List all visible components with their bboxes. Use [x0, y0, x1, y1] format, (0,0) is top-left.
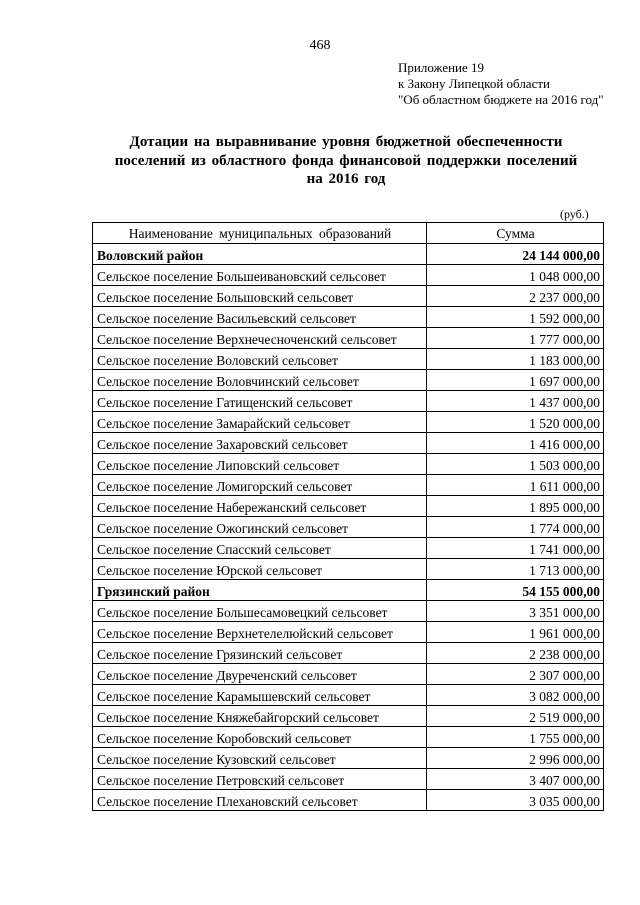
settlement-name: Сельское поселение Кузовский сельсовет: [93, 748, 427, 769]
appendix-line-3: "Об областном бюджете на 2016 год": [398, 92, 604, 107]
district-sum: 54 155 000,00: [427, 580, 604, 601]
settlement-name: Сельское поселение Васильевский сельсовет: [93, 307, 427, 328]
table-row: [93, 559, 604, 580]
settlement-sum: 1 520 000,00: [427, 412, 604, 433]
settlement-sum: 2 238 000,00: [427, 643, 604, 664]
settlement-name: Сельское поселение Ожогинский сельсовет: [93, 517, 427, 538]
table-row: [93, 391, 604, 412]
settlement-sum: 2 519 000,00: [427, 706, 604, 727]
page-number: 468: [309, 38, 331, 53]
settlement-name: Сельское поселение Замарайский сельсовет: [93, 412, 427, 433]
settlement-name: Сельское поселение Спасский сельсовет: [93, 538, 427, 559]
settlement-sum: 1 048 000,00: [427, 265, 604, 286]
settlement-name: Сельское поселение Плехановский сельсовет: [93, 790, 427, 811]
settlement-sum: 1 437 000,00: [427, 391, 604, 412]
header-sum: Сумма: [427, 223, 604, 244]
settlement-sum: 3 035 000,00: [427, 790, 604, 811]
settlement-name: Сельское поселение Большеивановский сельсовет: [93, 265, 427, 286]
settlement-name: Сельское поселение Юрской сельсовет: [93, 559, 427, 580]
table-row: [93, 475, 604, 496]
appendix-line-2: к Закону Липецкой области: [398, 76, 550, 91]
currency-unit: (руб.): [560, 207, 589, 221]
table-row: [93, 748, 604, 769]
settlement-sum: 3 351 000,00: [427, 601, 604, 622]
settlement-sum: 1 741 000,00: [427, 538, 604, 559]
settlement-name: Сельское поселение Набережанский сельсовет: [93, 496, 427, 517]
settlement-sum: 2 237 000,00: [427, 286, 604, 307]
settlement-sum: 1 961 000,00: [427, 622, 604, 643]
title-line-1: Дотации на выравнивание уровня бюджетной обеспеченности: [129, 134, 563, 150]
table-row: [93, 496, 604, 517]
title-line-2: поселений из областного фонда финансовой поддержки поселений: [114, 152, 578, 169]
table-row: [93, 370, 604, 391]
table-header-row: [93, 223, 604, 244]
settlement-sum: 1 895 000,00: [427, 496, 604, 517]
document-title: [90, 133, 602, 189]
settlement-name: Сельское поселение Коробовский сельсовет: [93, 727, 427, 748]
table-row: [93, 769, 604, 790]
table-body: [93, 244, 604, 811]
table-row: [93, 643, 604, 664]
settlement-name: Сельское поселение Воловский сельсовет: [93, 349, 427, 370]
settlement-sum: 1 183 000,00: [427, 349, 604, 370]
settlement-sum: 1 416 000,00: [427, 433, 604, 454]
table-row: [93, 307, 604, 328]
district-row: [93, 244, 604, 265]
settlement-name: Сельское поселение Карамышевский сельсовет: [93, 685, 427, 706]
settlement-sum: 3 082 000,00: [427, 685, 604, 706]
settlement-name: Сельское поселение Воловчинский сельсовет: [93, 370, 427, 391]
settlement-sum: 1 697 000,00: [427, 370, 604, 391]
district-row: [93, 580, 604, 601]
table-row: [93, 517, 604, 538]
settlement-name: Сельское поселение Захаровский сельсовет: [93, 433, 427, 454]
appendix-note: [398, 60, 604, 108]
table-row: [93, 622, 604, 643]
table-row: [93, 601, 604, 622]
settlement-name: Сельское поселение Большовский сельсовет: [93, 286, 427, 307]
table-row: [93, 685, 604, 706]
table-row: [93, 538, 604, 559]
settlement-sum: 2 996 000,00: [427, 748, 604, 769]
table-row: [93, 433, 604, 454]
table-row: [93, 412, 604, 433]
settlement-name: Сельское поселение Княжебайгорский сельсовет: [93, 706, 427, 727]
appendix-line-1: Приложение 19: [398, 60, 485, 75]
settlement-sum: 3 407 000,00: [427, 769, 604, 790]
table-row: [93, 265, 604, 286]
settlement-sum: 1 713 000,00: [427, 559, 604, 580]
district-sum: 24 144 000,00: [427, 244, 604, 265]
table-row: [93, 349, 604, 370]
settlement-sum: 1 503 000,00: [427, 454, 604, 475]
settlement-name: Сельское поселение Большесамовецкий сельсовет: [93, 601, 427, 622]
table-row: [93, 706, 604, 727]
table-row: [93, 286, 604, 307]
settlement-sum: 1 774 000,00: [427, 517, 604, 538]
settlement-name: Сельское поселение Липовский сельсовет: [93, 454, 427, 475]
settlement-name: Сельское поселение Грязинский сельсовет: [93, 643, 427, 664]
settlement-name: Сельское поселение Петровский сельсовет: [93, 769, 427, 790]
settlement-sum: 1 777 000,00: [427, 328, 604, 349]
header-name: Наименование муниципальных образований: [93, 223, 427, 244]
settlement-name: Сельское поселение Верхнетелелюйский сельсовет: [93, 622, 427, 643]
settlement-name: Сельское поселение Верхнечесноченский сельсовет: [93, 328, 427, 349]
settlement-sum: 2 307 000,00: [427, 664, 604, 685]
table-row: [93, 454, 604, 475]
table-row: [93, 664, 604, 685]
table-row: [93, 790, 604, 811]
settlement-sum: 1 611 000,00: [427, 475, 604, 496]
table-row: [93, 727, 604, 748]
table-row: [93, 328, 604, 349]
settlement-name: Сельское поселение Двуреченский сельсовет: [93, 664, 427, 685]
district-name: Воловский район: [93, 244, 427, 265]
settlement-name: Сельское поселение Ломигорский сельсовет: [93, 475, 427, 496]
title-line-3: на 2016 год: [306, 171, 386, 187]
settlement-sum: 1 592 000,00: [427, 307, 604, 328]
budget-table: [92, 222, 604, 811]
settlement-sum: 1 755 000,00: [427, 727, 604, 748]
district-name: Грязинский район: [93, 580, 427, 601]
settlement-name: Сельское поселение Гатищенский сельсовет: [93, 391, 427, 412]
